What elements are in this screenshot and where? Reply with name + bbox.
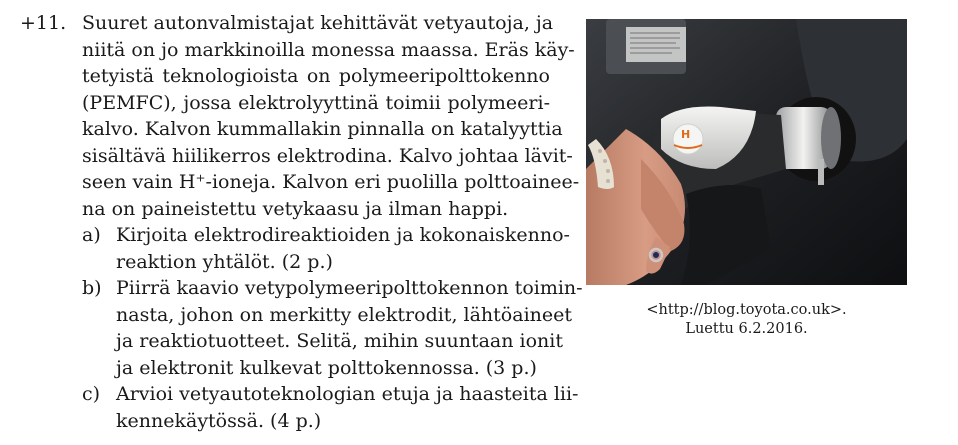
part-label: c): [82, 383, 101, 405]
part-line: Piirrä kaavio vetypolymeeripolttokennon toimin-: [116, 277, 583, 299]
intro-line: na on paineistettu vetykaasu ja ilman happi.: [82, 197, 509, 220]
intro-line: niitä on jo markkinoilla monessa maassa. Eräs käy-: [82, 38, 575, 61]
caption-source: <http://blog.toyota.co.uk>.: [646, 302, 847, 318]
intro-line: Suuret autonvalmistajat kehittävät vetyautoja, ja: [82, 12, 554, 34]
intro-line: (PEMFC), jossa elektrolyyttinä toimii polymeeri-: [82, 91, 550, 114]
intro-line: sisältävä hiilikerros elektrodina. Kalvo johtaa lävit-: [82, 144, 573, 167]
question-number: +11.: [20, 12, 67, 34]
part-c: [82, 381, 579, 434]
part-line: Kirjoita elektrodireaktioiden ja kokonaiskenno-: [116, 224, 570, 246]
intro-line: seen vain H⁺-ioneja. Kalvon eri puolilla polttoainee-: [82, 171, 580, 193]
part-b: [82, 275, 583, 381]
intro-line: kalvo. Kalvon kummallakin pinnalla on katalyyttia: [82, 118, 563, 140]
hydrogen-refueling-photo: [586, 19, 907, 285]
question-parts: [82, 222, 583, 434]
part-label: b): [82, 277, 102, 299]
part-line: Arvioi vetyautoteknologian etuja ja haasteita lii-: [116, 383, 579, 405]
part-a: [82, 222, 570, 275]
part-label: a): [82, 224, 101, 246]
question-intro: [82, 10, 580, 222]
nozzle-logo-text: H: [681, 128, 691, 141]
caption-date: Luettu 6.2.2016.: [685, 321, 808, 337]
part-line: reaktion yhtälöt. (2 p.): [116, 250, 333, 273]
part-line: kennekäytössä. (4 p.): [116, 409, 322, 432]
part-line: nasta, johon on merkitty elektrodit, lähtöaineet: [116, 303, 572, 326]
intro-line: tetyistä teknologioista on polymeeripolttokenno: [82, 65, 550, 87]
question-body: [82, 10, 583, 434]
part-line: ja reaktiotuotteet. Selitä, mihin suuntaan ionit: [116, 330, 563, 352]
refueling-photo-illustration: [586, 19, 907, 285]
photo-caption: [586, 301, 907, 339]
part-line: ja elektronit kulkevat polttokennossa. (3 p.): [116, 356, 537, 379]
